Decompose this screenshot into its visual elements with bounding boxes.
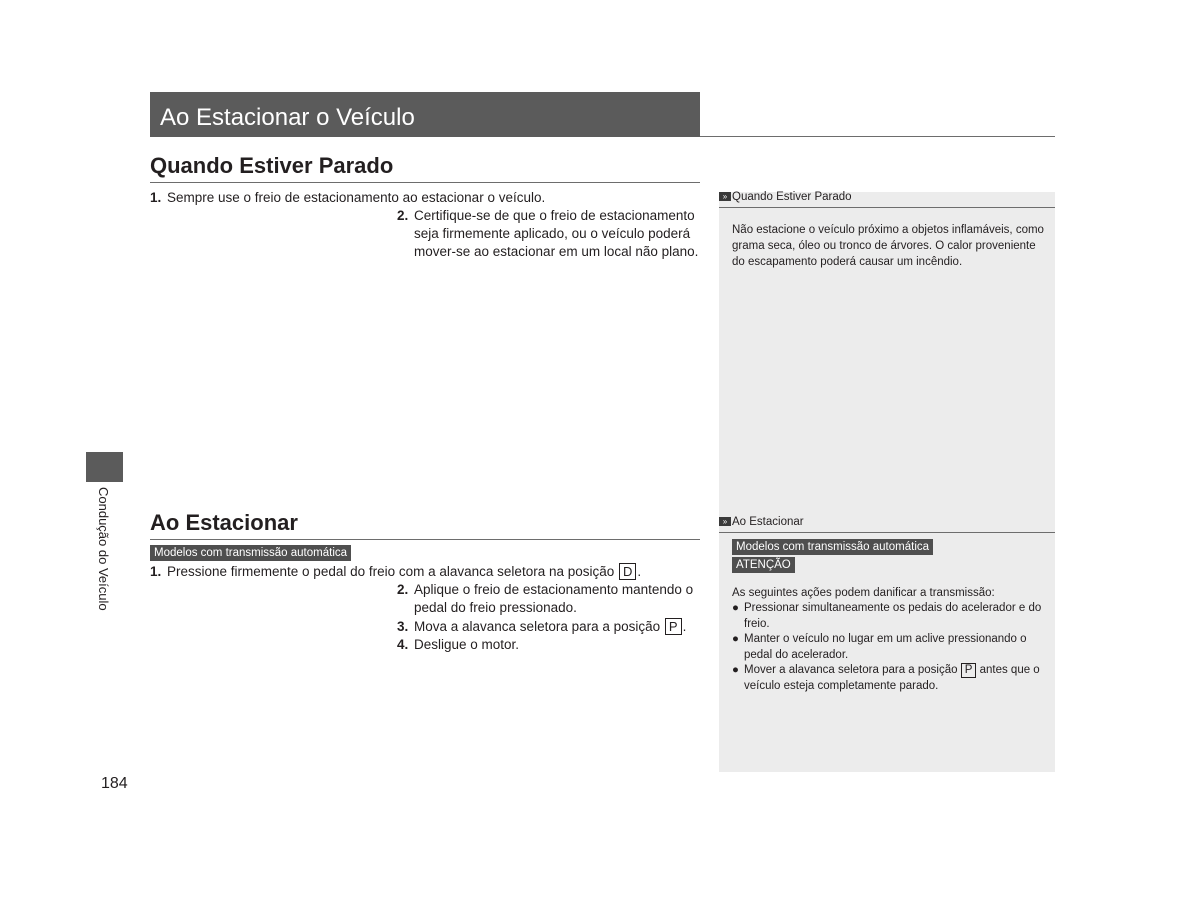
section-heading-ao-estacionar: Ao Estacionar bbox=[150, 510, 298, 535]
sidebar-note-title: Ao Estacionar bbox=[732, 516, 804, 528]
step-3-estacionar bbox=[397, 618, 700, 636]
double-arrow-icon: » bbox=[719, 517, 731, 526]
step-2-estacionar bbox=[397, 581, 700, 617]
sidebar-note-text: Não estacione o veículo próximo a objetos inflamáveis, como grama seca, óleo ou tronco de árvores. O calor proveniente do escapamento poderá causar um incêndio. bbox=[732, 224, 1044, 268]
gear-p-key: P bbox=[961, 663, 977, 678]
step-text: Desligue o motor. bbox=[414, 637, 520, 652]
sidebar-rule bbox=[719, 207, 1055, 208]
step-text: Aplique o freio de estacionamento mantendo o pedal do freio pressionado. bbox=[414, 582, 694, 615]
gear-p-key: P bbox=[665, 618, 682, 635]
sidebar-intro-text: As seguintes ações podem danificar a transmissão: bbox=[732, 587, 995, 599]
double-arrow-icon: » bbox=[719, 192, 731, 201]
step-number: 1. bbox=[150, 190, 162, 205]
page-title: Ao Estacionar o Veículo bbox=[160, 104, 415, 131]
section-rule bbox=[150, 539, 700, 540]
step-text-end: . bbox=[637, 564, 642, 579]
bullet-icon: ● bbox=[732, 633, 739, 645]
sidebar-model-label: Modelos com transmissão automática bbox=[732, 539, 933, 555]
sidebar-note-header-parado bbox=[719, 191, 852, 203]
step-number: 1. bbox=[150, 564, 162, 579]
step-number: 4. bbox=[397, 637, 409, 652]
bullet-text-end: antes que o veículo esteja completamente parado. bbox=[744, 664, 1040, 692]
step-text: Certifique-se de que o freio de estacionamento seja firmemente aplicado, ou o veículo poderá mover-se ao estacionar em um local não plano. bbox=[414, 208, 699, 259]
step-4-estacionar bbox=[397, 636, 700, 654]
sidebar-note-header-estacionar bbox=[719, 516, 804, 528]
step-text: Sempre use o freio de estacionamento ao estacionar o veículo. bbox=[167, 190, 546, 205]
sidebar-rule bbox=[719, 532, 1055, 533]
warning-label: ATENÇÃO bbox=[732, 557, 795, 573]
step-text-end: . bbox=[682, 619, 687, 634]
model-label: Modelos com transmissão automática bbox=[150, 545, 351, 561]
bullet-icon: ● bbox=[732, 602, 739, 614]
title-banner bbox=[150, 92, 700, 137]
bullet-text: Mover a alavanca seletora para a posição bbox=[744, 664, 958, 676]
sidebar-note-title: Quando Estiver Parado bbox=[732, 191, 852, 203]
bullet-item bbox=[732, 600, 1050, 632]
chapter-tab-label: Condução do Veículo bbox=[96, 487, 111, 611]
bullet-item bbox=[732, 662, 1050, 694]
bullet-text: Manter o veículo no lugar em um aclive pressionando o pedal do acelerador. bbox=[744, 633, 1027, 661]
step-number: 2. bbox=[397, 208, 409, 223]
page-number: 184 bbox=[101, 775, 128, 792]
step-number: 2. bbox=[397, 582, 409, 597]
bullet-text: Pressionar simultaneamente os pedais do acelerador e do freio. bbox=[744, 602, 1042, 630]
step-1-parado bbox=[150, 189, 700, 207]
bullet-item bbox=[732, 631, 1050, 663]
chapter-tab bbox=[86, 452, 123, 482]
step-1-estacionar bbox=[150, 563, 700, 581]
section-heading-quando-estiver-parado: Quando Estiver Parado bbox=[150, 153, 394, 178]
title-rule bbox=[700, 136, 1055, 137]
section-rule bbox=[150, 182, 700, 183]
step-number: 3. bbox=[397, 619, 409, 634]
bullet-icon: ● bbox=[732, 664, 739, 676]
step-text: Mova a alavanca seletora para a posição bbox=[414, 619, 661, 634]
step-text: Pressione firmemente o pedal do freio com a alavanca seletora na posição bbox=[167, 564, 615, 579]
step-2-parado bbox=[397, 207, 700, 261]
gear-d-key: D bbox=[619, 563, 636, 580]
